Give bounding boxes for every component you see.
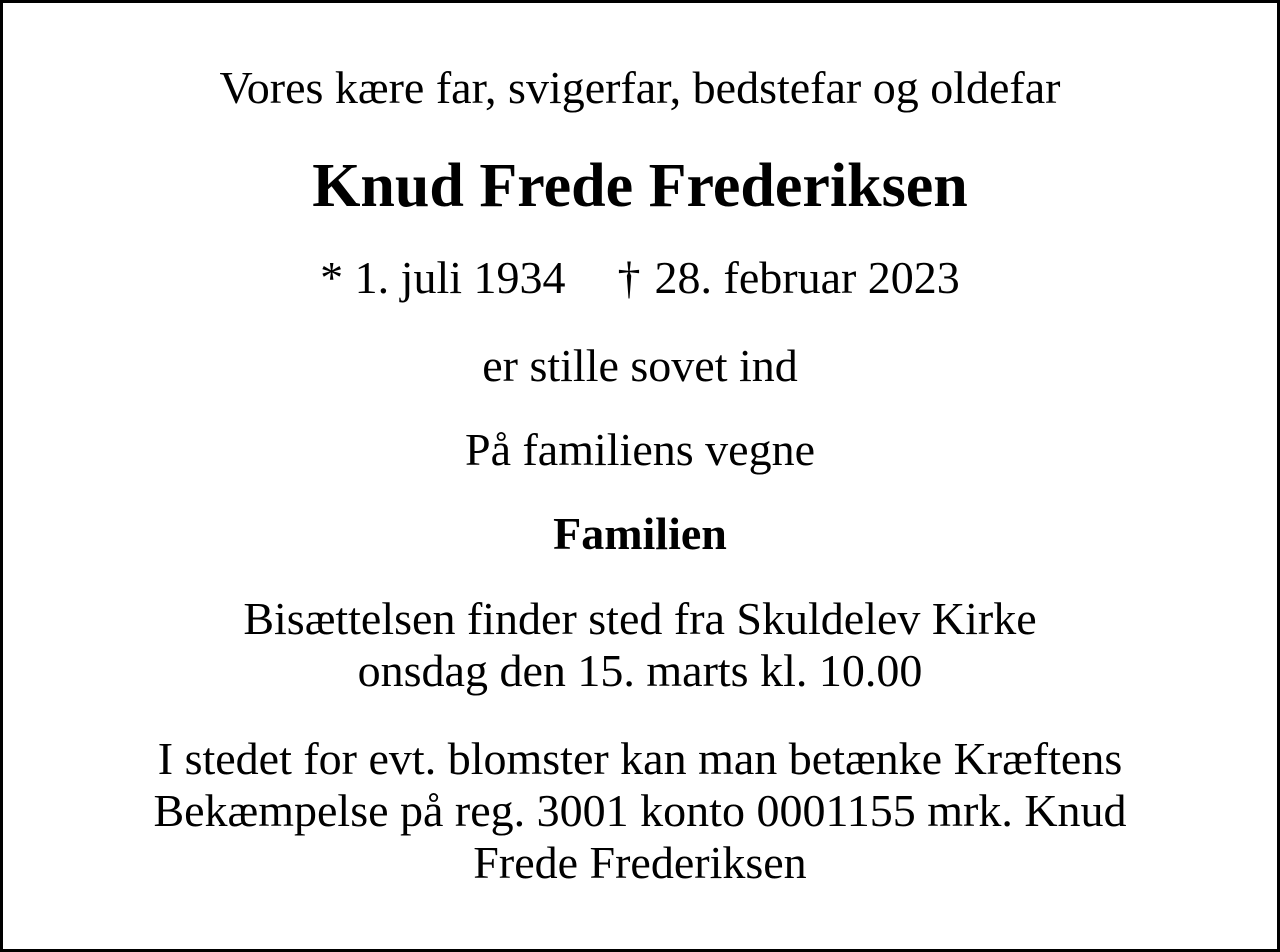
funeral-line: onsdag den 15. marts kl. 10.00 xyxy=(357,645,923,696)
funeral-details xyxy=(3,593,1277,697)
deceased-name: Knud Frede Frederiksen xyxy=(312,152,968,220)
death-date: 28. februar 2023 xyxy=(654,252,960,303)
funeral-line: Bisættelsen finder sted fra Skuldelev Kirke xyxy=(243,593,1037,644)
donation-request xyxy=(3,733,1277,889)
family-signature: Familien xyxy=(553,508,727,559)
donation-line: I stedet for evt. blomster kan man betænke Kræftens xyxy=(157,733,1123,784)
dagger-icon: † xyxy=(617,252,641,303)
donation-line: Frede Frederiksen xyxy=(473,837,807,888)
intro-line: Vores kære far, svigerfar, bedstefar og oldefar xyxy=(219,62,1061,113)
passing-phrase: er stille sovet ind xyxy=(482,340,798,391)
on-behalf-line: På familiens vegne xyxy=(464,424,815,475)
birth-date: * 1. juli 1934 xyxy=(320,252,566,303)
donation-line: Bekæmpelse på reg. 3001 konto 0001155 mrk. Knud xyxy=(153,785,1127,836)
life-dates xyxy=(3,252,1277,303)
